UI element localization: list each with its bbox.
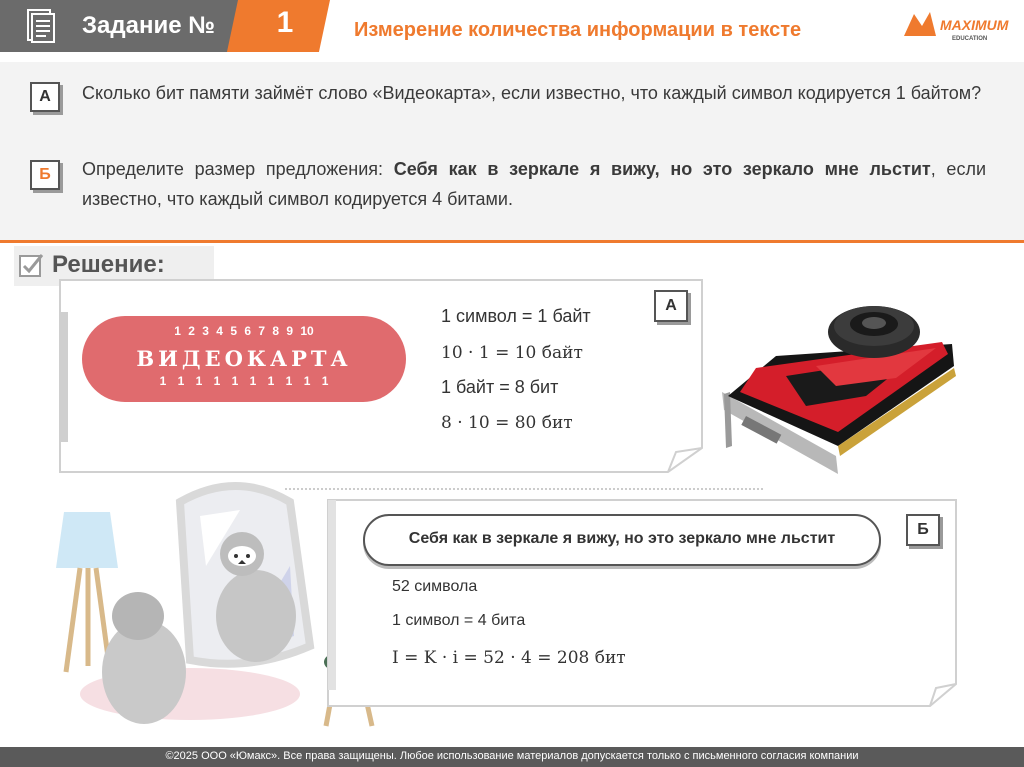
footer-bar xyxy=(0,747,1024,767)
task-label: Задание № xyxy=(82,12,215,39)
solution-a-marker: А xyxy=(654,290,688,322)
sentence-pill xyxy=(363,514,881,566)
task-b-intro: Определите размер предложения: xyxy=(82,159,394,179)
task-b-condition: , если известно, что каждый символ кодируется 4 битами. xyxy=(82,159,986,209)
solution-a-line-3: 1 байт = 8 бит xyxy=(441,377,559,397)
svg-text:EDUCATION: EDUCATION xyxy=(952,36,988,42)
solution-a-line-1: 1 символ = 1 байт xyxy=(441,306,591,326)
copyright-text: ©2025 ООО «Юмакс». Все права защищены. Любое использование материалов допускается только с письменного согласия компании xyxy=(165,750,859,762)
panel-b-accent-bar xyxy=(328,500,336,690)
task-b-sentence: Себя как в зеркале я вижу, но это зеркало мне льстит xyxy=(393,159,931,179)
solution-b-line-1: 52 символа xyxy=(392,578,478,595)
letter-indices: 1 2 3 4 5 6 7 8 9 10 xyxy=(174,324,314,338)
svg-text:MAXIMUM: MAXIMUM xyxy=(940,17,1009,33)
task-a-text: Сколько бит памяти займёт слово «Видеокарта», если известно, что каждый символ кодируется 1 байтом? xyxy=(82,83,982,103)
solution-title: Решение: xyxy=(52,251,165,278)
graphics-card-image xyxy=(716,296,958,480)
word-videokarta: ВИДЕОКАРТА xyxy=(136,346,352,371)
divider-line xyxy=(0,240,1024,243)
byte-per-letter: 1 1 1 1 1 1 1 1 1 1 xyxy=(159,374,329,388)
task-a-marker: А xyxy=(30,82,60,112)
header-bar xyxy=(0,0,1024,62)
page-title: Измерение количества информации в тексте xyxy=(354,19,802,41)
task-b-text xyxy=(82,154,986,214)
document-icon xyxy=(24,8,56,44)
word-videokarta-pill xyxy=(82,316,406,402)
maximum-logo xyxy=(900,6,1018,50)
task-b-marker: Б xyxy=(30,160,60,190)
task-number: 1 xyxy=(276,6,294,39)
panel-a-accent-bar xyxy=(60,312,68,442)
solution-a-line-4: 8 · 10 = 80 бит xyxy=(441,413,573,433)
solution-a-line-2: 10 · 1 = 10 байт xyxy=(441,343,583,363)
solution-b-formula: I = K · i = 52 · 4 = 208 бит xyxy=(392,648,626,668)
checkbox-icon xyxy=(18,252,44,278)
solution-b-line-2: 1 символ = 4 бита xyxy=(392,612,526,629)
sentence-text: Себя как в зеркале я вижу, но это зеркало мне льстит xyxy=(408,530,836,547)
solution-b-marker: Б xyxy=(906,514,940,546)
